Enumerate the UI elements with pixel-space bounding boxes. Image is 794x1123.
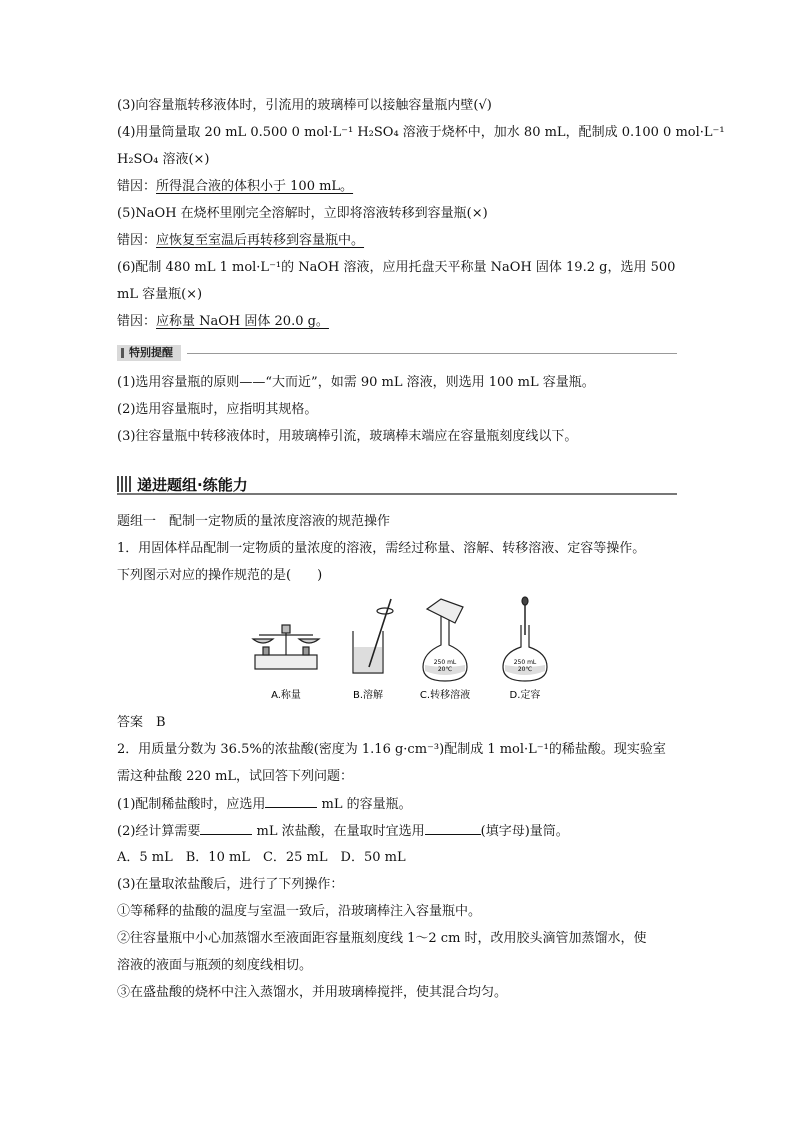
question-2-part-3: (3)在量取浓盐酸后，进行了下列操作：: [117, 877, 344, 892]
answer-blank[interactable]: [265, 794, 317, 808]
error-text: 所得混合液的体积小于 100 mL。: [156, 179, 354, 194]
tip-divider: [187, 353, 677, 354]
tip-item: (1)选用容量瓶的原则——“大而近”，如需 90 mL 溶液，则选用 100 mL 容量瓶。: [117, 375, 595, 390]
error-reason-5: [117, 231, 364, 251]
error-label: 错因：: [117, 179, 157, 194]
error-text: 应恢复至室温后再转移到容量瓶中。: [156, 233, 365, 248]
question-1-cont: 下列图示对应的操作规范的是( ): [117, 568, 323, 583]
step-1: ①等稀释的盐酸的温度与室温一致后，沿玻璃棒注入容量瓶中。: [117, 904, 482, 919]
caption-b: B.溶解: [352, 690, 384, 701]
caption-d: D.定容: [509, 690, 541, 701]
section-header: [117, 474, 677, 494]
error-label: 错因：: [117, 233, 157, 248]
tip-item: (3)往容量瓶中转移液体时，用玻璃棒引流，玻璃棒末端应在容量瓶刻度线以下。: [117, 429, 578, 444]
beaker-icon: [353, 599, 393, 673]
section-title: 递进题组·练能力: [137, 476, 248, 494]
error-label: 错因：: [117, 314, 157, 329]
part-text: mL 浓盐酸，在量取时宜选用: [252, 824, 425, 839]
question-1: 1．用固体样品配制一定物质的量浓度的溶液，需经过称量、溶解、转移溶液、定容等操作。: [117, 541, 646, 556]
question-2-part-2: [117, 821, 569, 842]
item-3: (3)向容量瓶转移液体时，引流用的玻璃棒可以接触容量瓶内壁(√): [117, 98, 492, 113]
step-2: ②往容量瓶中小心加蒸馏水至液面距容量瓶刻度线 1～2 cm 时，改用胶头滴管加蒸馏水，使: [117, 931, 647, 946]
question-2-cont: 需这种盐酸 220 mL，试回答下列问题：: [117, 769, 354, 784]
item-6: (6)配制 480 mL 1 mol·L⁻¹的 NaOH 溶液，应用托盘天平称量 NaOH 固体 19.2 g，选用 500: [117, 260, 676, 275]
error-reason-6: [117, 312, 329, 332]
part-text: (2)经计算需要: [117, 824, 201, 839]
question-2-part-1: [117, 794, 412, 815]
answer-blank[interactable]: [425, 821, 481, 835]
error-reason-4: [117, 177, 353, 197]
caption-c: C.转移溶液: [419, 690, 471, 701]
section-divider: [117, 493, 677, 495]
answer: 答案 B: [117, 715, 166, 730]
item-4: (4)用量筒量取 20 mL 0.500 0 mol·L⁻¹ H₂SO₄ 溶液于烧杯中，加水 80 mL，配制成 0.100 0 mol·L⁻¹: [117, 125, 725, 140]
item-5: (5)NaOH 在烧杯里刚完全溶解时，立即将溶液转移到容量瓶(×): [117, 206, 488, 221]
flask-label: 20℃: [517, 666, 533, 673]
item-4-cont: H₂SO₄ 溶液(×): [117, 152, 210, 167]
balance-icon: [253, 625, 319, 669]
tip-item: (2)选用容量瓶时，应指明其规格。: [117, 402, 318, 417]
tip-tag: 特别提醒: [117, 345, 181, 361]
step-2-cont: 溶液的液面与瓶颈的刻度线相切。: [117, 958, 313, 973]
step-3: ③在盛盐酸的烧杯中注入蒸馏水，并用玻璃棒搅拌，使其混合均匀。: [117, 985, 508, 1000]
question-2-options: A．5 mL B．10 mL C．25 mL D．50 mL: [117, 850, 406, 865]
flask-label: 250 mL: [433, 659, 457, 666]
lab-operations-figure: [245, 595, 565, 705]
flask-label: 20℃: [437, 666, 453, 673]
error-text: 应称量 NaOH 固体 20.0 g。: [156, 314, 329, 329]
caption-a: A.称量: [271, 690, 301, 701]
flask-label: 250 mL: [513, 659, 537, 666]
section-mark-icon: [117, 476, 131, 492]
special-tip-header: [117, 345, 677, 361]
question-group-title: 题组一 配制一定物质的量浓度溶液的规范操作: [117, 514, 391, 529]
item-6-cont: mL 容量瓶(×): [117, 287, 203, 302]
part-text: (1)配制稀盐酸时，应选用: [117, 797, 266, 812]
part-text: mL 的容量瓶。: [317, 797, 412, 812]
part-text: (填字母)量筒。: [480, 824, 569, 839]
answer-blank[interactable]: [200, 821, 252, 835]
question-2: 2．用质量分数为 36.5%的浓盐酸(密度为 1.16 g·cm⁻³)配制成 1 mol·L⁻¹的稀盐酸。现实验室: [117, 742, 666, 757]
